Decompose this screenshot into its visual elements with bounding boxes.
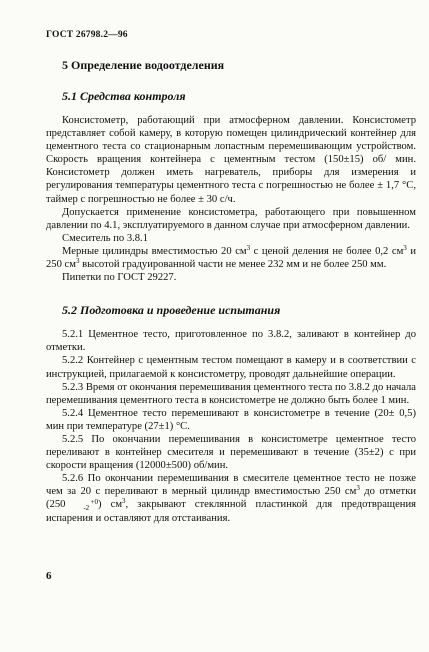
- text-run: с ценой деления не более 0,2 см: [250, 245, 404, 257]
- superscript: 3: [75, 257, 80, 266]
- superscript: 3: [246, 243, 251, 252]
- paragraph: 5.2.2 Контейнер с цементным тестом помещают в камеру и в соответствии с инструкцией, прилагаемой к консистометру, проводят дальнейшие операции.: [46, 355, 416, 380]
- text-run: , закрывают стеклянной пластинкой для предотвращения испарения и оставляют для отстаивания.: [46, 499, 416, 524]
- paragraph: [46, 472, 416, 524]
- text-run: ) см: [97, 499, 123, 511]
- subsection-title: 5.2 Подготовка и проведение испытания: [62, 303, 281, 318]
- tolerance-lower: -2: [83, 504, 90, 512]
- text-run: 5.2.6 По окончании перемешивания в смесителе цементное тесто не позже чем за 20 с переливают в мерный цилиндр вместимостью 250 см: [46, 473, 416, 498]
- paragraph: Пипетки по ГОСТ 29227.: [62, 272, 177, 284]
- page-number: 6: [46, 570, 52, 582]
- text-run: и 250 см: [46, 245, 417, 271]
- text-run: Мерные цилиндры вместимостью 20 см: [62, 245, 247, 257]
- text-run: высотой градуированной части не менее 232 мм и не более 250 мм.: [79, 259, 387, 271]
- superscript: 3: [122, 497, 126, 506]
- section-title: 5 Определение водоотделения: [62, 58, 225, 72]
- paragraph: Смеситель по 3.8.1: [62, 232, 149, 244]
- document-page: [46, 30, 416, 525]
- tolerance-fraction: [75, 499, 98, 511]
- document-header: ГОСТ 26798.2—96: [46, 30, 128, 40]
- superscript: 3: [403, 243, 407, 252]
- paragraph: 5.2.4 Цементное тесто перемешивают в консистометре в течение (20± 0,5) мин при температуре (27±1) °С.: [46, 407, 416, 432]
- paragraph: [46, 245, 416, 271]
- paragraph: 5.2.3 Время от окончания перемешивания цементного теста по 3.8.2 до начала перемешивания цементного теста в консистометре не должно быть более 1 мин.: [46, 381, 416, 406]
- text-run: до отметки (250: [46, 486, 417, 511]
- superscript: 3: [356, 484, 360, 493]
- paragraph: 5.2.1 Цементное тесто, приготовленное по 3.8.2, заливают в контейнер до отметки.: [46, 329, 416, 354]
- paragraph: Допускается применение консистометра, работающего при повышенном давлении по 4.1, эксплуатируемого в данном случае при атмосферном давлении.: [46, 206, 416, 231]
- paragraph: Консистометр, работающий при атмосферном давлении. Консистометр представляет собой камеру, в которую помещен цилиндрический контейнер для цементного теста со стационарным лопастным перемешивающим устройством. Скорость вращения контейнера с цементным тестом (150±15) об/ мин. Консистометр должен иметь нагреватель, приборы для измерения и регулирования температуры цементного теста с погрешностью не более ± 1,7 °С, таймер с погрешностью не более ± 30 с/ч.: [46, 115, 416, 205]
- tolerance-upper: +0: [90, 498, 98, 506]
- subsection-title: 5.1 Средства контроля: [62, 89, 186, 103]
- paragraph: 5.2.5 По окончании перемешивания в консистометре цементное тесто переливают в контейнер смесителя и перемешивают в течение (35±2) с при скорости вращения (12000±500) об/мин.: [46, 433, 416, 472]
